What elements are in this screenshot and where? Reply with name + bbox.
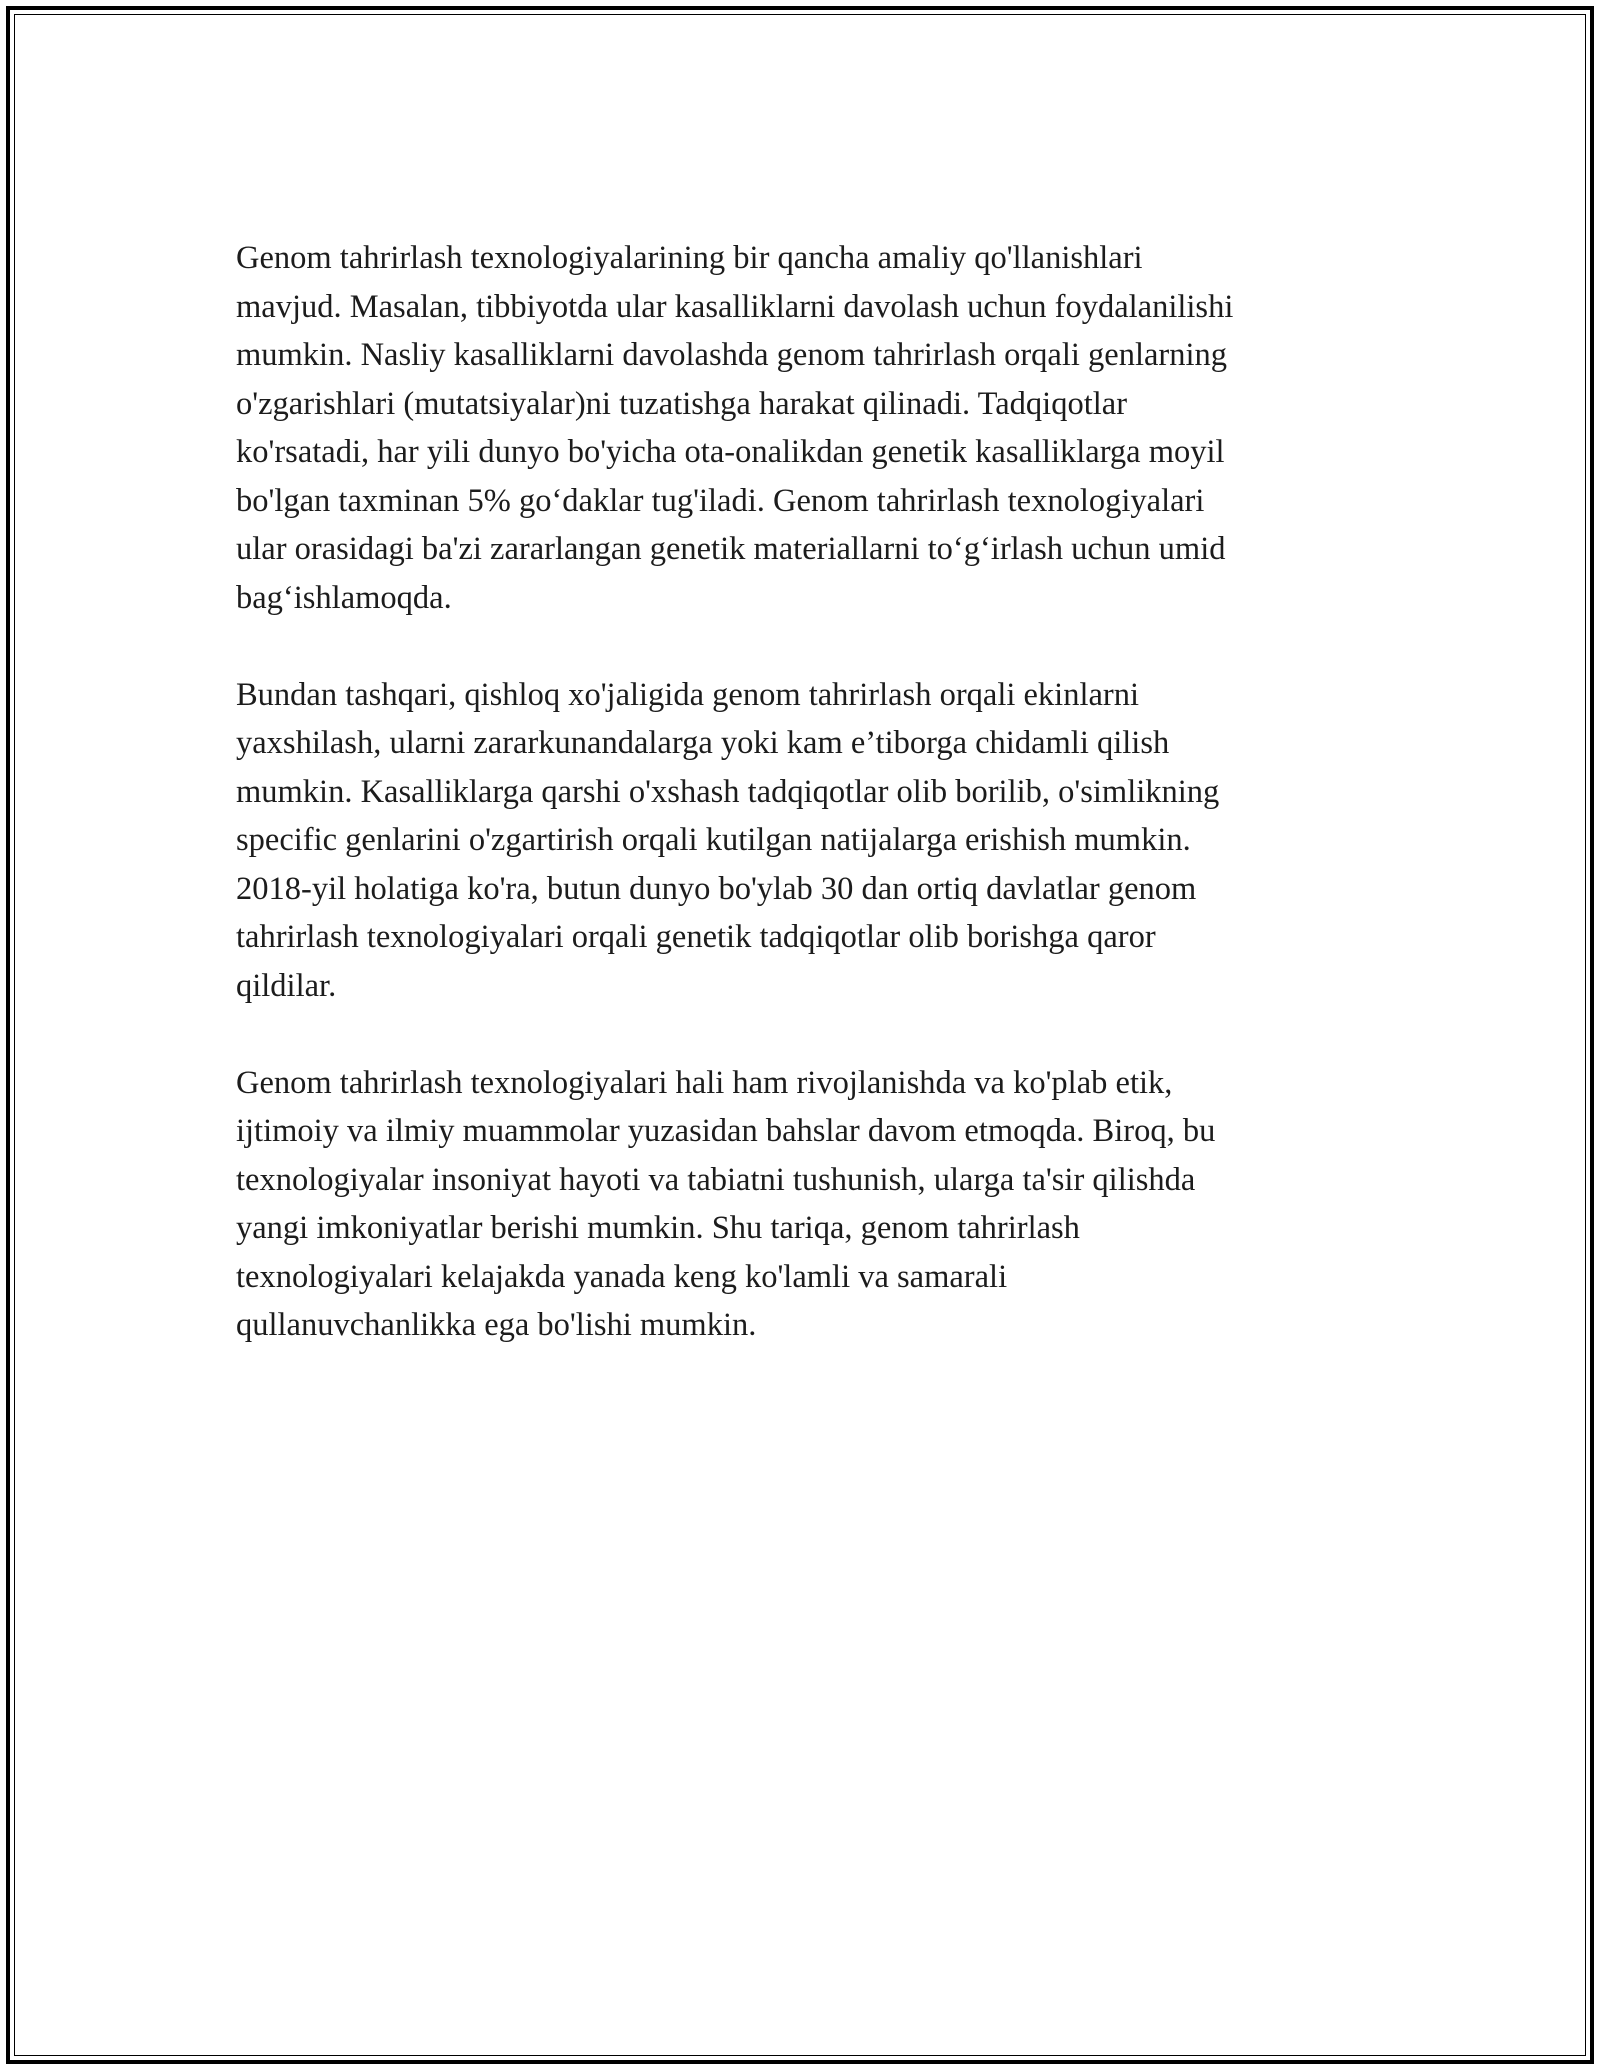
paragraph-agriculture-applications: Bundan tashqari, qishloq xo'jaligida genom tahrirlash orqali ekinlarni yaxshilash, ularni zararkunandalarga yoki kam e’tiborga chidamli qilish mumkin. Kasalliklarga qarshi o'xshash tadqiqotlar olib borilib, o'simlikning specific genlarini o'zgartirish orqali kutilgan natijalarga erishish mumkin. 2018-yil holatiga ko'ra, butun dunyo bo'ylab 30 dan ortiq davlatlar genom tahrirlash texnologiyalari orqali genetik tadqiqotlar olib borishga qaror qildilar. <box>236 676 1220 1004</box>
paragraph-medical-applications: Genom tahrirlash texnologiyalarining bir qancha amaliy qo'llanishlari mavjud. Masalan, tibbiyotda ular kasalliklarni davolash uchun foydalanilishi mumkin. Nasliy kasalliklarni davolashda genom tahrirlash orqali genlarning o'zgarishlari (mutatsiyalar)ni tuzatishga harakat qilinadi. Tadqiqotlar ko'rsatadi, har yili dunyo bo'yicha ota-onalikdan genetik kasalliklarga moyil bo'lgan taxminan 5% go‘daklar tug'iladi. Genom tahrirlash texnologiyalari ular orasidagi ba'zi zararlangan genetik materiallarni to‘g‘irlash uchun umid bag‘ishlamoqda. <box>236 240 1234 616</box>
paragraph-ethics-outlook: Genom tahrirlash texnologiyalari hali ham rivojlanishda va ko'plab etik, ijtimoiy va ilmiy muammolar yuzasidan bahslar davom etmoqda. Biroq, bu texnologiyalar insoniyat hayoti va tabiatni tushunish, ularga ta'sir qilishda yangi imkoniyatlar berishi mumkin. Shu tariqa, genom tahrirlash texnologiyalari kelajakda yanada keng ko'lamli va samarali qullanuvchanlikka ega bo'lishi mumkin. <box>236 1064 1216 1343</box>
document-body <box>236 234 1376 1398</box>
